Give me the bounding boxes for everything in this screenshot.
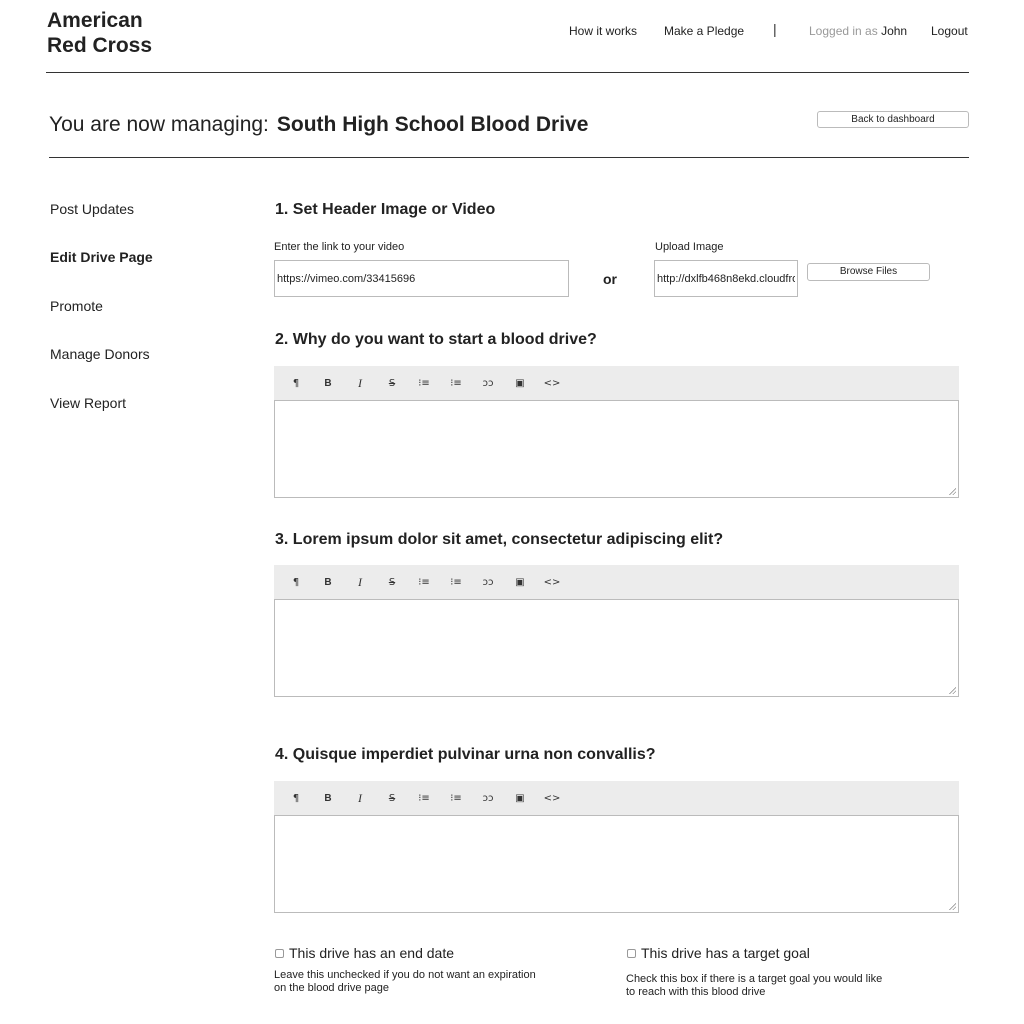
sidebar-item-promote[interactable]: Promote [50,298,103,314]
video-link-label: Enter the link to your video [274,241,405,253]
editor-toolbar-2 [274,366,959,400]
or-separator: or [603,271,617,287]
editor-textarea-3[interactable] [274,599,959,697]
sidebar-item-post-updates[interactable]: Post Updates [50,201,135,217]
end-date-option[interactable] [275,945,454,961]
bold-icon[interactable]: B [324,377,332,389]
strikethrough-icon[interactable]: S [388,576,396,588]
editor-toolbar-3 [274,565,959,599]
sidebar-item-manage-donors[interactable]: Manage Donors [50,346,150,362]
nav-make-pledge[interactable]: Make a Pledge [664,24,745,38]
paragraph-icon[interactable]: ¶ [292,377,300,389]
target-goal-option[interactable] [627,945,810,961]
resize-grip-icon[interactable] [948,686,956,694]
code-icon[interactable]: <> [543,576,561,588]
editor-toolbar-4 [274,781,959,815]
section-3-title: 3. Lorem ipsum dolor sit amet, consectetur adipiscing elit? [275,531,724,548]
end-date-help-line-2: on the blood drive page [274,982,389,994]
bulleted-list-icon[interactable]: ⁝≡ [418,576,430,588]
bold-icon[interactable]: B [324,792,332,804]
logged-in-user: John [881,24,908,38]
editor-textarea-4[interactable] [274,815,959,913]
video-link-input[interactable] [274,260,569,297]
target-goal-help [626,973,882,999]
bulleted-list-icon[interactable]: ⁝≡ [418,792,430,804]
target-goal-help-line-2: to reach with this blood drive [626,986,766,998]
sidebar-item-view-report[interactable]: View Report [50,395,127,411]
nav-separator: | [773,21,777,37]
section-1-title: 1. Set Header Image or Video [275,201,496,218]
paragraph-icon[interactable]: ¶ [292,576,300,588]
strikethrough-icon[interactable]: S [388,792,396,804]
numbered-list-icon[interactable]: ⁝≡ [450,576,462,588]
target-goal-checkbox[interactable] [627,949,636,958]
link-icon[interactable]: ↄↄ [482,792,494,804]
nav-logout[interactable]: Logout [931,24,968,38]
code-icon[interactable]: <> [543,377,561,389]
section-4-title: 4. Quisque imperdiet pulvinar urna non convallis? [275,746,656,763]
target-goal-help-line-1: Check this box if there is a target goal you would like [626,973,883,985]
paragraph-icon[interactable]: ¶ [292,792,300,804]
link-icon[interactable]: ↄↄ [482,576,494,588]
back-to-dashboard-button[interactable]: Back to dashboard [817,111,969,128]
upload-image-label: Upload Image [655,241,724,253]
resize-grip-icon[interactable] [948,487,956,495]
image-icon[interactable]: ▣ [515,792,525,804]
upload-image-input[interactable] [654,260,798,297]
brand-line-2: Red Cross [47,34,153,57]
link-icon[interactable]: ↄↄ [482,377,494,389]
bold-icon[interactable]: B [324,576,332,588]
image-icon[interactable]: ▣ [515,576,525,588]
end-date-help [274,969,536,995]
end-date-checkbox[interactable] [275,949,284,958]
section-2-title: 2. Why do you want to start a blood drive? [275,331,597,348]
nav-how-it-works[interactable]: How it works [569,24,638,38]
end-date-help-line-1: Leave this unchecked if you do not want an expiration [274,969,536,981]
brand-line-1: American [47,9,143,32]
numbered-list-icon[interactable]: ⁝≡ [450,377,462,389]
drive-name: South High School Blood Drive [276,113,589,136]
page-title [49,113,588,137]
strikethrough-icon[interactable]: S [388,377,396,389]
logged-in-status [809,24,907,38]
brand-logo[interactable] [47,8,152,58]
code-icon[interactable]: <> [543,792,561,804]
image-icon[interactable]: ▣ [515,377,525,389]
sidebar-item-edit-drive-page[interactable]: Edit Drive Page [50,249,153,265]
managing-prefix: You are now managing: [49,113,269,136]
italic-icon[interactable]: I [358,790,362,805]
browse-files-button[interactable]: Browse Files [807,263,930,281]
italic-icon[interactable]: I [358,375,362,390]
end-date-label: This drive has an end date [289,945,454,961]
bulleted-list-icon[interactable]: ⁝≡ [418,377,430,389]
logged-in-prefix: Logged in as [809,24,878,38]
title-divider [49,157,969,158]
editor-textarea-2[interactable] [274,400,959,498]
target-goal-label: This drive has a target goal [641,945,810,961]
resize-grip-icon[interactable] [948,902,956,910]
italic-icon[interactable]: I [358,574,362,589]
numbered-list-icon[interactable]: ⁝≡ [450,792,462,804]
header-divider [46,72,969,73]
